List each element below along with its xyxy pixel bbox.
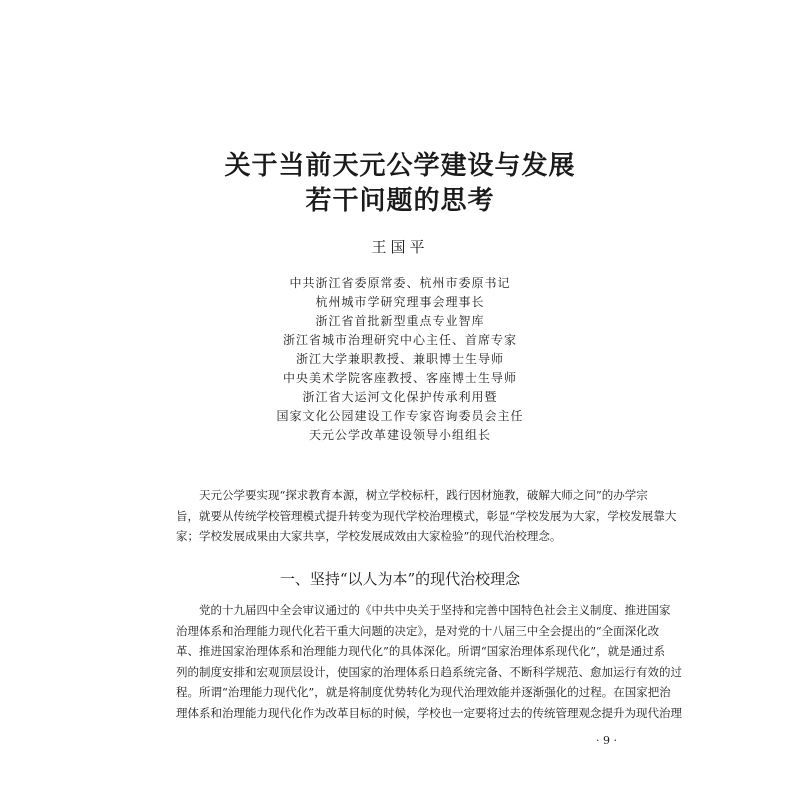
affiliation-line: 浙江省大运河文化保护传承利用暨 [302,390,498,404]
affiliation-line: 浙江省首批新型重点专业智库 [315,314,485,328]
section-heading: 一、坚持“以人为本”的现代治校理念 [279,570,521,588]
text-line: 列的制度安排和宏观顶层设计，使国家的治理体系日趋系统完备、不断科学规范、愈加运行有效的过 [176,664,682,679]
text-line: 治理体系和治理能力现代化若干重大问题的决定》，是对党的十八届三中全会提出的“全面深化改 [176,623,660,638]
text-line: 程。所谓“治理能力现代化”，就是将制度优势转化为现代治理效能并逐渐强化的过程。在国家把治 [176,685,671,699]
text-line: 理体系和治理能力现代化作为改革目标的时候，学校也一定要将过去的传统管理观念提升为现代治理 [176,705,682,720]
intro-paragraph [176,485,677,547]
affiliation-line: 国家文化公园建设工作专家咨询委员会主任 [276,409,524,423]
affiliation-line: 浙江省城市治理研究中心主任、首席专家 [282,333,517,347]
text-line: 革、推进国家治理体系和治理能力现代化”的具体深化。所谓“国家治理体系现代化”，就是通过系 [176,644,666,658]
affiliation-line: 浙江大学兼职教授、兼职博士生导师 [295,352,504,366]
title-line-1: 关于当前天元公学建设与发展 [224,151,576,181]
text-line: 家；学校发展成果由大家共享，学校发展成效由大家检验”的现代治校理念。 [176,529,562,543]
section-paragraph [176,600,682,723]
affiliation-line: 中共浙江省委原常委、杭州市委原书记 [289,276,511,290]
author-name: 王国平 [371,238,429,256]
text-line: 天元公学要实现“探求教育本源，树立学校标杆，践行因材施教，破解大师之问”的办学宗 [199,488,648,502]
affiliation-line: 中央美术学院客座教授、客座博士生导师 [282,371,517,385]
text-line: 党的十九届四中全会审议通过的《中共中央关于坚持和完善中国特色社会主义制度、推进国家 [199,603,671,617]
affiliation-line: 天元公学改革建设领导小组组长 [308,428,491,442]
author-affiliations [0,274,800,445]
title-line-2: 若干问题的思考 [305,186,495,216]
affiliation-line: 杭州城市学研究理事会理事长 [315,295,485,309]
text-line: 旨，就要从传统学校管理模式提升转变为现代学校治理模式，彰显“学校发展为大家，学校发展靠大 [176,508,677,523]
page-number: · 9 · [596,734,617,747]
